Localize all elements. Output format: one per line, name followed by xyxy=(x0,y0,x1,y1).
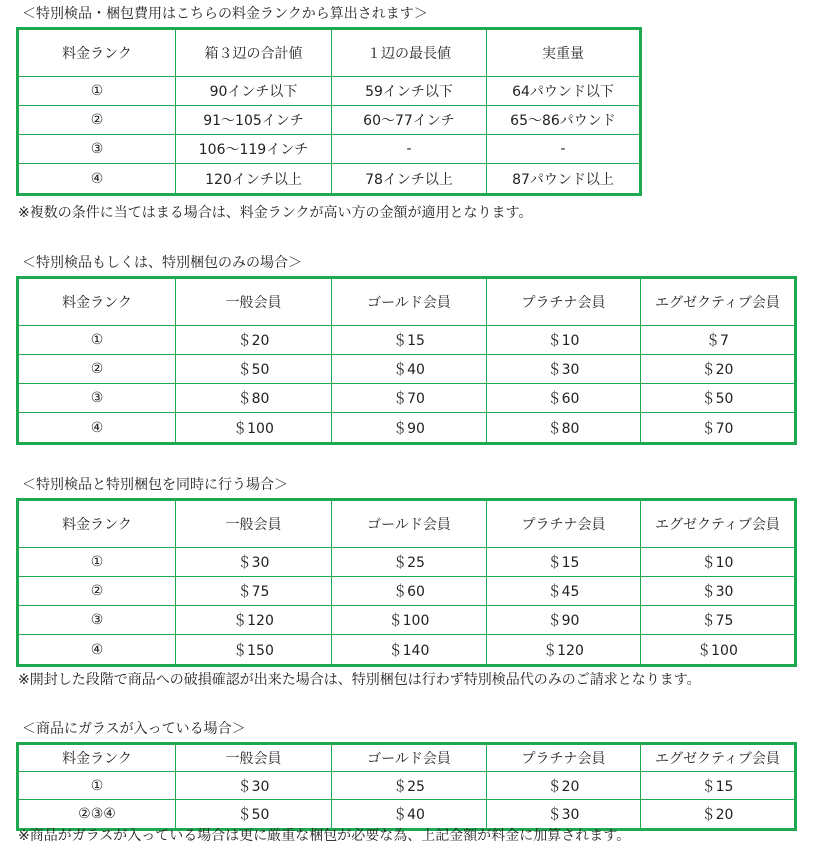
price-cell: ＄10 xyxy=(487,326,641,355)
price-cell: ＄7 xyxy=(641,326,794,355)
glass-note: ※商品がガラスが入っている場合は更に厳重な梱包が必要な為、上記金額が料金に加算されます。 xyxy=(18,828,631,844)
price-cell: ＄100 xyxy=(332,606,487,635)
rank-cell: ① xyxy=(19,77,176,106)
combined-table xyxy=(16,498,797,667)
price-cell: ＄100 xyxy=(697,642,738,659)
header-cell: エグゼクティブ会員 xyxy=(641,501,794,548)
table-header-row xyxy=(19,30,639,77)
table-row xyxy=(19,106,639,135)
header-cell: ゴールド会員 xyxy=(332,279,487,326)
price-cell: ＄30 xyxy=(487,355,641,384)
table-header-row xyxy=(19,745,794,772)
price-cell: ＄10 xyxy=(641,548,794,577)
header-cell: プラチナ会員 xyxy=(487,279,641,326)
rank-cell: ② xyxy=(19,577,176,606)
table-row xyxy=(19,800,794,828)
size-rank-table xyxy=(16,27,642,196)
table-row xyxy=(19,635,794,664)
table-cell: - xyxy=(332,135,487,164)
table-row xyxy=(19,606,794,635)
rank-cell: ③ xyxy=(19,384,176,413)
price-cell: ＄80 xyxy=(176,384,332,413)
table-cell: 59インチ以下 xyxy=(332,77,487,106)
header-cell: 料金ランク xyxy=(19,30,176,77)
price-cell: ＄15 xyxy=(641,772,794,800)
price-cell: ＄20 xyxy=(487,772,641,800)
price-cell: ＄50 xyxy=(176,355,332,384)
price-cell: ＄90 xyxy=(487,606,641,635)
table-row xyxy=(19,772,794,800)
table-row xyxy=(19,164,639,193)
price-cell: ＄60 xyxy=(332,577,487,606)
combined-note: ※開封した段階で商品への破損確認が出来た場合は、特別梱包は行わず特別検品代のみのご請求となります。 xyxy=(18,672,701,688)
price-cell: ＄60 xyxy=(487,384,641,413)
table-row xyxy=(19,77,639,106)
price-cell: ＄15 xyxy=(332,326,487,355)
rank-cell: ② xyxy=(19,355,176,384)
header-cell: 実重量 xyxy=(487,30,639,77)
table-cell: 64パウンド以下 xyxy=(487,77,639,106)
price-cell: ＄150 xyxy=(176,635,332,664)
table-row xyxy=(19,355,794,384)
rank-cell: ① xyxy=(19,772,176,800)
price-cell: ＄70 xyxy=(332,384,487,413)
rank-cell: ②③④ xyxy=(19,800,176,828)
rank-cell: ③ xyxy=(19,606,176,635)
table-cell: 65～86パウンド xyxy=(487,106,639,135)
header-cell: １辺の最長値 xyxy=(332,30,487,77)
price-cell: ＄70 xyxy=(701,420,734,437)
rank-cell: ① xyxy=(19,326,176,355)
price-cell: ＄75 xyxy=(641,606,794,635)
price-cell: ＄50 xyxy=(641,384,794,413)
table-row xyxy=(19,577,794,606)
table-row xyxy=(19,326,794,355)
table-header-row xyxy=(19,279,794,326)
inspection-only-heading: ＜特別検品もしくは、特別梱包のみの場合＞ xyxy=(22,255,302,271)
header-cell: ゴールド会員 xyxy=(332,501,487,548)
size-rank-note: ※複数の条件に当てはまる場合は、料金ランクが高い方の金額が適用となります。 xyxy=(18,205,533,221)
header-cell: エグゼクティブ会員 xyxy=(641,745,794,772)
glass-heading: ＜商品にガラスが入っている場合＞ xyxy=(22,721,246,737)
rank-cell: ④ xyxy=(19,413,176,442)
header-cell: 一般会員 xyxy=(176,745,332,772)
price-cell: ＄20 xyxy=(641,355,794,384)
price-cell: ＄140 xyxy=(332,635,487,664)
price-cell: ＄50 xyxy=(176,800,332,828)
header-cell: エグゼクティブ会員 xyxy=(641,279,794,326)
rank-cell: ④ xyxy=(19,164,176,193)
rank-cell: ③ xyxy=(19,135,176,164)
header-cell: ゴールド会員 xyxy=(332,745,487,772)
price-cell: ＄30 xyxy=(487,800,641,828)
price-cell: ＄40 xyxy=(332,355,487,384)
price-cell: ＄30 xyxy=(641,577,794,606)
combined-heading: ＜特別検品と特別梱包を同時に行う場合＞ xyxy=(22,477,288,493)
price-cell: ＄25 xyxy=(332,548,487,577)
header-cell: 一般会員 xyxy=(176,279,332,326)
price-cell: ＄45 xyxy=(487,577,641,606)
size-rank-heading: ＜特別検品・梱包費用はこちらの料金ランクから算出されます＞ xyxy=(22,6,428,22)
table-row xyxy=(19,135,639,164)
inspection-only-table xyxy=(16,276,797,445)
header-cell: 料金ランク xyxy=(19,279,176,326)
price-cell: ＄20 xyxy=(701,807,734,823)
rank-cell: ① xyxy=(19,548,176,577)
price-cell: ＄90 xyxy=(332,413,487,442)
header-cell: 箱３辺の合計値 xyxy=(176,30,332,77)
price-cell: ＄100 xyxy=(176,413,332,442)
price-cell: ＄25 xyxy=(332,772,487,800)
table-cell: 90インチ以下 xyxy=(176,77,332,106)
rank-cell: ② xyxy=(19,106,176,135)
price-cell: ＄30 xyxy=(176,548,332,577)
price-cell: ＄30 xyxy=(176,772,332,800)
table-row xyxy=(19,384,794,413)
table-cell: 91～105インチ xyxy=(176,106,332,135)
header-cell: 料金ランク xyxy=(19,745,176,772)
table-cell: 60～77インチ xyxy=(332,106,487,135)
glass-table xyxy=(16,742,797,831)
header-cell: プラチナ会員 xyxy=(487,745,641,772)
table-cell: 87パウンド以上 xyxy=(512,171,614,188)
price-cell: ＄15 xyxy=(487,548,641,577)
price-cell: ＄20 xyxy=(176,326,332,355)
table-cell: 106～119インチ xyxy=(176,135,332,164)
price-cell: ＄80 xyxy=(487,413,641,442)
table-row xyxy=(19,413,794,442)
table-cell: 120インチ以上 xyxy=(176,164,332,193)
price-cell: ＄75 xyxy=(176,577,332,606)
price-cell: ＄40 xyxy=(332,800,487,828)
table-header-row xyxy=(19,501,794,548)
header-cell: プラチナ会員 xyxy=(487,501,641,548)
price-cell: ＄120 xyxy=(176,606,332,635)
rank-cell: ④ xyxy=(19,635,176,664)
header-cell: 料金ランク xyxy=(19,501,176,548)
price-cell: ＄120 xyxy=(487,635,641,664)
table-cell: 78インチ以上 xyxy=(332,164,487,193)
header-cell: 一般会員 xyxy=(176,501,332,548)
table-cell: - xyxy=(487,135,639,164)
table-row xyxy=(19,548,794,577)
